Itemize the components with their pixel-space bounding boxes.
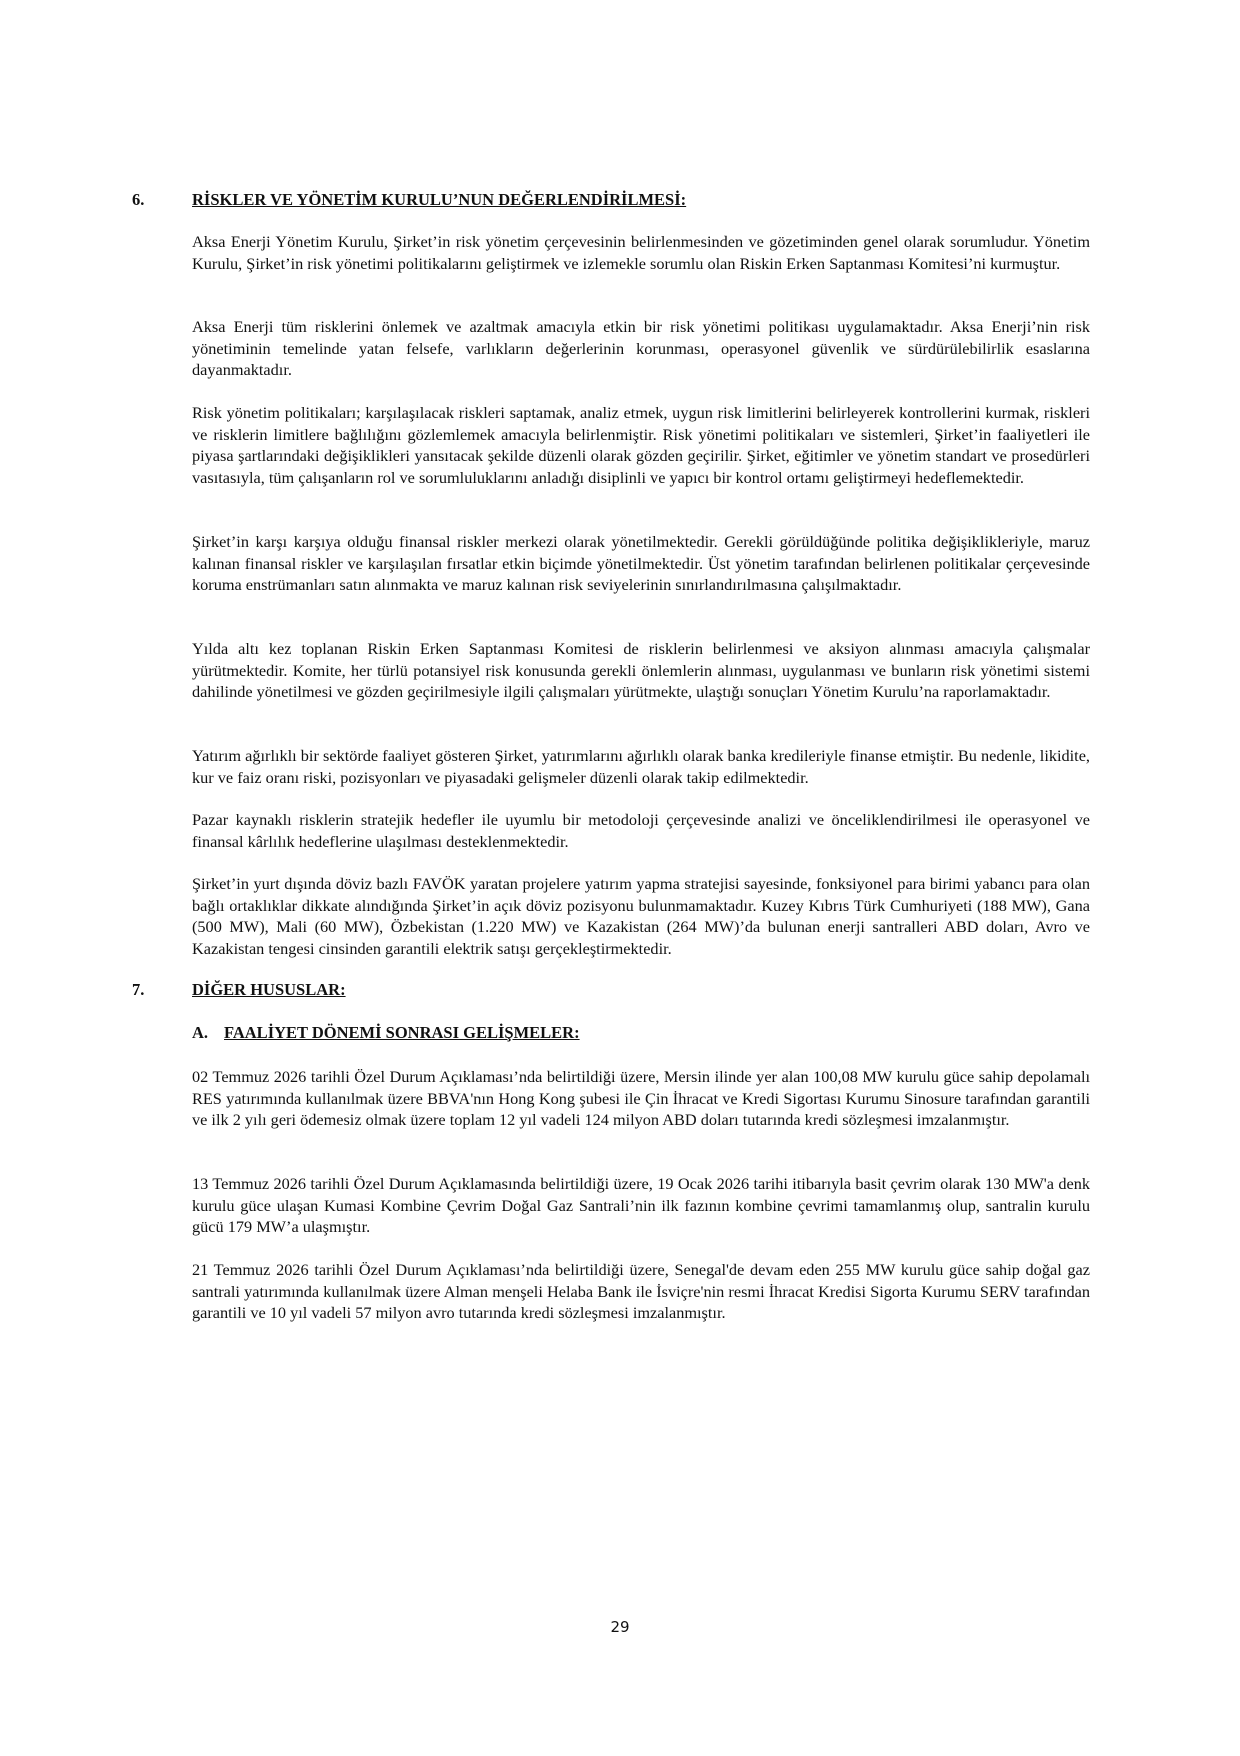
section-6-paragraph-1: Aksa Enerji Yönetim Kurulu, Şirket’in risk yönetim çerçevesinin belirlenmesinden ve gözetiminden genel olarak sorumludur. Yönetim Kurulu, Şirket’in risk yönetimi politikalarını geliştirmek ve izlemekle sorumlu olan Riskin Erken Saptanması Komitesi’ni kurmuştur.: [192, 232, 1090, 273]
page-number: 29: [610, 1618, 630, 1636]
section-7-number: 7.: [132, 980, 145, 999]
section-6-number: 6.: [132, 190, 145, 209]
subsection-a-title: FAALİYET DÖNEMİ SONRASI GELİŞMELER:: [224, 1023, 580, 1042]
section-6-paragraph-8: Şirket’in yurt dışında döviz bazlı FAVÖK yaratan projelere yatırım yapma stratejisi sayesinde, fonksiyonel para birimi yabancı para olan bağlı ortaklıklar dikkate alındığında Şirket’in açık döviz pozisyonu bulunmamaktadır. Kuzey Kıbrıs Türk Cumhuriyeti (188 MW), Gana (500 MW), Mali (60 MW), Özbekistan (1.220 MW) ve Kazakistan (264 MW)’da bulunan enerji santralleri ABD doları, Avro ve Kazakistan tengesi cinsinden garantili elektrik satışı gerçekleştirmektedir.: [192, 874, 1090, 958]
section-7-title: DİĞER HUSUSLAR:: [192, 980, 346, 999]
section-6-paragraph-3: Risk yönetim politikaları; karşılaşılacak riskleri saptamak, analiz etmek, uygun risk limitlerini belirleyerek kontrollerini kurmak, riskleri ve risklerin limitlere bağlılığını gözlemlemek amacıyla belirlenmiştir. Risk yönetimi politikaları ve sistemleri, Şirket’in faaliyetleri ile piyasa şartlarındaki değişiklikleri yansıtacak şekilde düzenli olarak gözden geçirilir. Şirket, eğitimler ve yönetim standart ve prosedürleri vasıtasıyla, tüm çalışanların rol ve sorumluluklarını anladığı disiplinli ve yapıcı bir kontrol ortamı geliştirmeyi hedeflemektedir.: [192, 403, 1090, 487]
section-6-paragraph-4: Şirket’in karşı karşıya olduğu finansal riskler merkezi olarak yönetilmektedir. Gerekli görüldüğünde politika değişiklikleriyle, maruz kalınan finansal riskler ve karşılaşılan fırsatlar etkin biçimde yönetilmektedir. Üst yönetim tarafından belirlenen politikalar çerçevesinde koruma enstrümanları satın alınmakta ve maruz kalınan risk seviyelerinin sınırlandırılmasına çalışılmaktadır.: [192, 532, 1090, 595]
section-6-paragraph-5: Yılda altı kez toplanan Riskin Erken Saptanması Komitesi de risklerin belirlenmesi ve aksiyon alınması amacıyla çalışmalar yürütmektedir. Komite, her türlü potansiyel risk konusunda gerekli önlemlerin alınması, uygulanması ve bunların risk yönetimi sistemi dahilinde yönetilmesi ve gözden geçirilmesiyle ilgili çalışmaları yürütmekte, ulaştığı sonuçları Yönetim Kurulu’na raporlamaktadır.: [192, 639, 1090, 702]
subsection-a-paragraph-1: 02 Temmuz 2026 tarihli Özel Durum Açıklaması’nda belirtildiği üzere, Mersin ilinde yer alan 100,08 MW kurulu güce sahip depolamalı RES yatırımında kullanılmak üzere BBVA'nın Hong Kong şubesi ile Çin İhracat ve Kredi Sigortası Kurumu Sinosure tarafından garantili ve ilk 2 yılı geri ödemesiz olmak üzere toplam 12 yıl vadeli 124 milyon ABD doları tutarında kredi sözleşmesi imzalanmıştır.: [192, 1067, 1090, 1130]
subsection-a-paragraph-2: 13 Temmuz 2026 tarihli Özel Durum Açıklamasında belirtildiği üzere, 19 Ocak 2026 tarihi itibarıyla basit çevrim olarak 130 MW'a denk kurulu güce ulaşan Kumasi Kombine Çevrim Doğal Gaz Santrali’nin ilk fazının kombine çevrimi tamamlanmış olup, santralin kurulu gücü 179 MW’a ulaşmıştır.: [192, 1174, 1090, 1237]
section-6-paragraph-2: Aksa Enerji tüm risklerini önlemek ve azaltmak amacıyla etkin bir risk yönetimi politikası uygulamaktadır. Aksa Enerji’nin risk yönetiminin temelinde yatan felsefe, varlıkların değerlerinin korunması, operasyonel güvenlik ve sürdürülebilirlik esaslarına dayanmaktadır.: [192, 317, 1090, 380]
subsection-a-paragraph-3: 21 Temmuz 2026 tarihli Özel Durum Açıklaması’nda belirtildiği üzere, Senegal'de devam eden 255 MW kurulu güce sahip doğal gaz santrali yatırımında kullanılmak üzere Alman menşeli Helaba Bank ile İsviçre'nin resmi İhracat Kredisi Sigorta Kurumu SERV tarafından garantili ve 10 yıl vadeli 57 milyon avro tutarında kredi sözleşmesi imzalanmıştır.: [192, 1260, 1090, 1323]
subsection-a-heading: [192, 1022, 580, 1044]
section-6-paragraph-7: Pazar kaynaklı risklerin stratejik hedefler ile uyumlu bir metodoloji çerçevesinde analizi ve önceliklendirilmesi ile operasyonel ve finansal kârlılık hedeflerine ulaşılması desteklenmektedir.: [192, 810, 1090, 851]
section-6-title: RİSKLER VE YÖNETİM KURULU’NUN DEĞERLENDİRİLMESİ:: [192, 190, 687, 209]
section-6-paragraph-6: Yatırım ağırlıklı bir sektörde faaliyet gösteren Şirket, yatırımlarını ağırlıklı olarak banka kredileriyle finanse etmiştir. Bu nedenle, likidite, kur ve faiz oranı riski, pozisyonları ve piyasadaki gelişmeler düzenli olarak takip edilmektedir.: [192, 746, 1090, 787]
subsection-a-letter: A.: [192, 1023, 209, 1042]
